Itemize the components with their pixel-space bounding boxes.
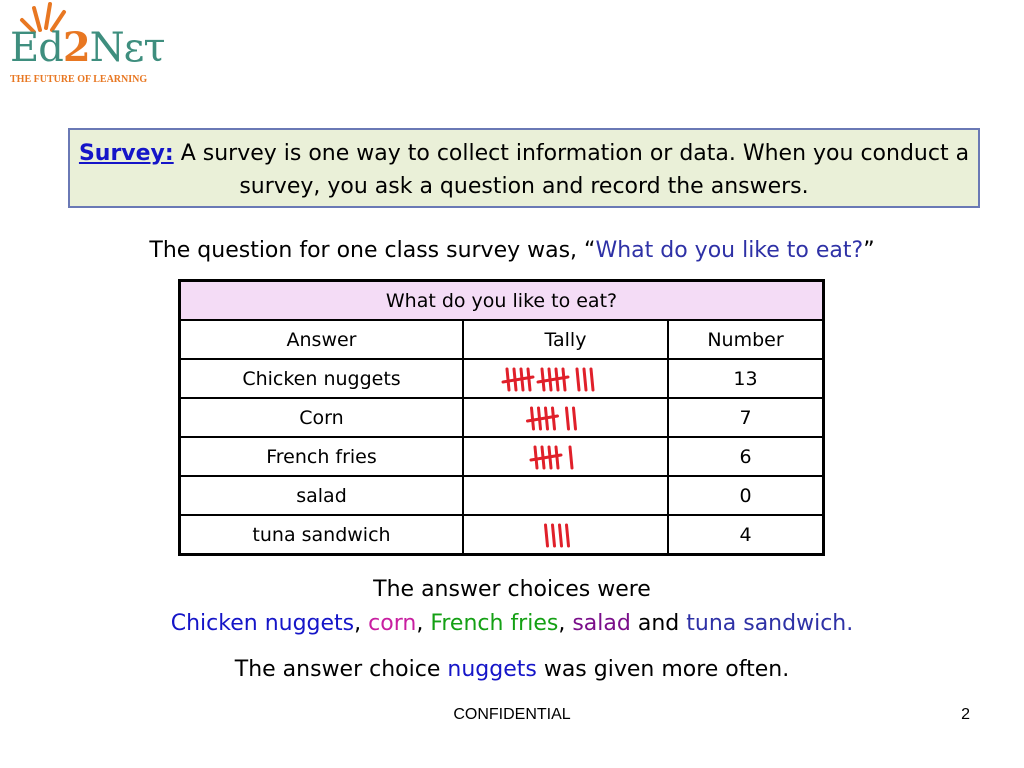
separator: , <box>416 611 431 636</box>
answer-cell: French fries <box>180 437 464 476</box>
logo-tagline: THE FUTURE OF LEARNING <box>10 74 148 85</box>
tally-stroke <box>570 447 572 468</box>
answers-intro: The answer choices were <box>373 577 651 602</box>
table-title: What do you like to eat? <box>180 281 824 321</box>
answer-choice-corn: corn <box>368 611 417 636</box>
number-cell: 4 <box>668 515 824 555</box>
tally-marks <box>466 440 666 474</box>
tally-cell <box>463 398 668 437</box>
table-header-row <box>180 320 824 359</box>
header-number: Number <box>668 320 824 359</box>
page-number: 2 <box>961 706 970 723</box>
tally-marks <box>466 401 666 435</box>
tally-stroke <box>507 369 509 390</box>
header-answer: Answer <box>180 320 464 359</box>
tally-marks <box>466 518 666 552</box>
tally-cell <box>463 437 668 476</box>
tally-stroke <box>591 369 593 390</box>
tally-stroke <box>545 525 547 546</box>
answer-cell: salad <box>180 476 464 515</box>
answer-choice-fries: French fries <box>430 611 559 636</box>
tally-stroke <box>566 525 568 546</box>
tally-table <box>178 279 825 556</box>
footer-confidential: CONFIDENTIAL <box>453 706 571 723</box>
answer-cell: Corn <box>180 398 464 437</box>
tally-stroke <box>531 408 533 429</box>
tally-stroke <box>563 369 565 390</box>
number-cell: 13 <box>668 359 824 398</box>
table-row <box>180 398 824 437</box>
conclusion-line <box>0 654 1024 686</box>
ed2net-logo <box>4 0 164 92</box>
tally-stroke <box>584 369 586 390</box>
number-cell: 6 <box>668 437 824 476</box>
definition-text: A survey is one way to collect information or data. When you conduct a survey, you ask a question and record the answers. <box>173 141 970 199</box>
tally-cell <box>463 515 668 555</box>
conjunction: and <box>630 611 687 636</box>
logo-wordmark: Ed2Nετ <box>10 24 165 71</box>
tally-marks <box>466 362 666 396</box>
tally-stroke <box>573 408 575 429</box>
definition-term: Survey: <box>78 141 174 166</box>
tally-stroke <box>528 369 530 390</box>
tally-stroke <box>566 408 568 429</box>
separator: , <box>354 611 369 636</box>
tally-stroke <box>559 525 561 546</box>
table-row <box>180 437 824 476</box>
number-cell: 0 <box>668 476 824 515</box>
answers-list <box>0 608 1024 640</box>
answer-cell: Chicken nuggets <box>180 359 464 398</box>
answer-choice-nuggets: Chicken nuggets <box>170 611 355 636</box>
tally-marks <box>466 479 666 513</box>
tally-stroke <box>577 369 579 390</box>
answer-choice-tuna: tuna sandwich. <box>686 611 854 636</box>
question-text: What do you like to eat? <box>595 238 864 263</box>
survey-question-line <box>0 234 1024 268</box>
conclusion-suffix: was given more often. <box>536 657 790 682</box>
survey-definition-box <box>68 128 980 208</box>
conclusion-highlight: nuggets <box>447 657 537 682</box>
table-row <box>180 359 824 398</box>
table-row <box>180 476 824 515</box>
table-row <box>180 515 824 555</box>
tally-stroke <box>556 447 558 468</box>
question-suffix: ” <box>863 238 875 263</box>
answer-cell: tuna sandwich <box>180 515 464 555</box>
number-cell: 7 <box>668 398 824 437</box>
tally-stroke <box>552 525 554 546</box>
tally-stroke <box>552 408 554 429</box>
separator: , <box>558 611 573 636</box>
tally-stroke <box>542 369 544 390</box>
tally-stroke <box>535 447 537 468</box>
tally-cell <box>463 359 668 398</box>
question-prefix: The question for one class survey was, “ <box>149 238 596 263</box>
conclusion-prefix: The answer choice <box>234 657 448 682</box>
tally-cell <box>463 476 668 515</box>
answer-choice-salad: salad <box>572 611 631 636</box>
header-tally: Tally <box>463 320 668 359</box>
